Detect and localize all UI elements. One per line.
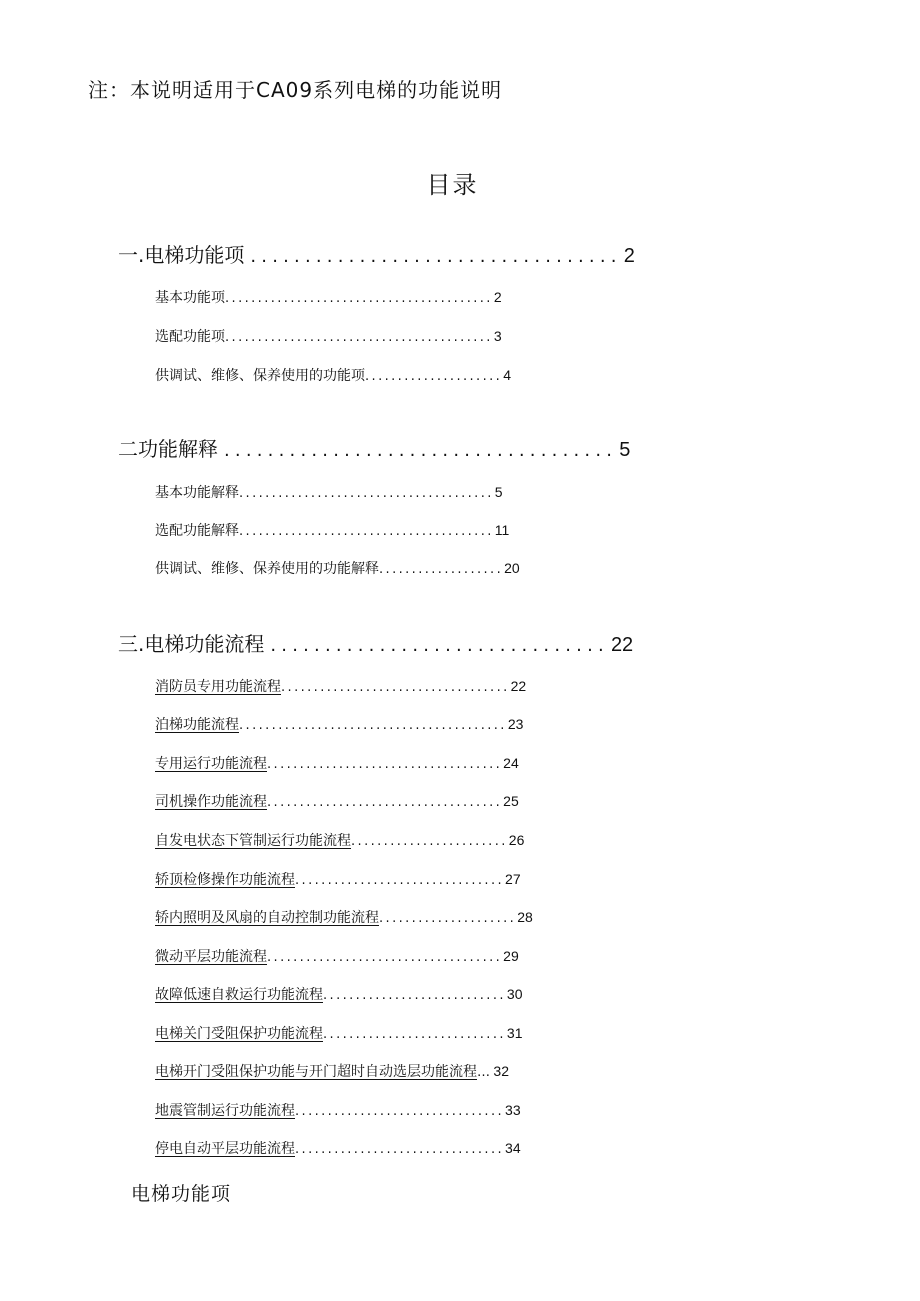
toc-entry-text: 微动平层功能流程 xyxy=(155,949,267,965)
toc-entry-link[interactable] xyxy=(155,1061,509,1081)
section-heading: 电梯功能项 xyxy=(131,1183,232,1205)
toc-leader-dots: ................... xyxy=(379,562,504,577)
toc-page-number: 2 xyxy=(493,289,502,305)
toc-entry-text: 选配功能解释 xyxy=(155,523,239,539)
toc-entry-link[interactable] xyxy=(155,753,519,773)
toc-leader-dots: .................................... xyxy=(267,757,503,772)
toc-entry-link[interactable] xyxy=(155,907,533,927)
toc-leader-dots: .................................. xyxy=(250,246,622,267)
toc-leader-dots: ..................... xyxy=(379,911,517,926)
toc-entry-link[interactable] xyxy=(155,830,524,850)
toc-page-number: 4 xyxy=(503,367,511,383)
toc-entry-text: 专用运行功能流程 xyxy=(155,756,267,772)
toc-section-1[interactable] xyxy=(118,239,635,268)
toc-entry-text: 基本功能项 xyxy=(155,290,225,306)
toc-entry-text: 地震管制运行功能流程 xyxy=(155,1103,295,1119)
toc-entry-text: 消防员专用功能流程 xyxy=(155,679,281,695)
toc-title: 目录 xyxy=(426,171,479,199)
toc-section-3[interactable] xyxy=(118,628,633,657)
toc-leader-dots: .................................... xyxy=(267,795,503,810)
toc-section-title: 三.电梯功能流程 xyxy=(118,632,265,656)
toc-page-number: 27 xyxy=(505,871,521,887)
toc-entry-link[interactable] xyxy=(155,984,522,1004)
toc-leader-dots: ................................ xyxy=(295,1142,505,1157)
toc-page-number: 24 xyxy=(503,755,519,771)
toc-leader-dots: ............................ xyxy=(323,1027,506,1042)
toc-entry-text: 故障低速自救运行功能流程 xyxy=(155,987,323,1003)
toc-section-title: 一.电梯功能项 xyxy=(118,243,245,267)
toc-page-number: 11 xyxy=(494,522,510,538)
toc-page-number: 5 xyxy=(494,484,503,500)
toc-page-number: 3 xyxy=(493,328,502,344)
toc-page-number: 22 xyxy=(510,678,527,694)
toc-entry-text: 电梯开门受阻保护功能与开门超时自动选层功能流程 xyxy=(155,1064,477,1080)
toc-entry-text: 基本功能解释 xyxy=(155,485,239,501)
toc-entry-link[interactable] xyxy=(155,1138,521,1158)
toc-entry-text: 电梯关门受阻保护功能流程 xyxy=(155,1026,323,1042)
toc-entry-link[interactable] xyxy=(155,946,519,966)
toc-leader-dots: ......................................... xyxy=(239,718,507,733)
usage-note: 注：本说明适用于CA09系列电梯的功能说明 xyxy=(88,78,503,102)
toc-leader-dots: … xyxy=(477,1065,493,1080)
toc-page-number: 30 xyxy=(506,986,523,1002)
toc-entry-text: 选配功能项 xyxy=(155,329,225,345)
toc-page-number: 32 xyxy=(493,1063,509,1079)
toc-entry-link[interactable] xyxy=(155,676,526,696)
toc-leader-dots: ................................ xyxy=(295,873,505,888)
toc-page-number: 29 xyxy=(503,948,519,964)
toc-entry-text: 泊梯功能流程 xyxy=(155,717,239,733)
toc-leader-dots: .................................... xyxy=(224,440,618,461)
toc-entry-text: 轿内照明及风扇的自动控制功能流程 xyxy=(155,910,379,926)
toc-page-number: 31 xyxy=(506,1025,523,1041)
toc-entry[interactable] xyxy=(155,520,509,540)
toc-entry-text: 自发电状态下管制运行功能流程 xyxy=(155,833,351,849)
toc-leader-dots: ....................................... xyxy=(239,524,494,539)
toc-page-number: 23 xyxy=(507,716,524,732)
toc-entry-text: 停电自动平层功能流程 xyxy=(155,1141,295,1157)
toc-entry-link[interactable] xyxy=(155,1023,522,1043)
toc-entry-link[interactable] xyxy=(155,869,521,889)
toc-entry-text: 供调试、维修、保养使用的功能项 xyxy=(155,368,365,384)
toc-entry[interactable] xyxy=(155,365,511,385)
toc-entry-link[interactable] xyxy=(155,714,523,734)
toc-leader-dots: ..................... xyxy=(365,369,503,384)
toc-page-number: 2 xyxy=(623,245,635,267)
toc-entry[interactable] xyxy=(155,482,503,502)
toc-page-number: 26 xyxy=(508,832,525,848)
toc-page-number: 5 xyxy=(619,439,631,461)
toc-page-number: 28 xyxy=(517,909,533,925)
toc-leader-dots: ......................................... xyxy=(225,330,493,345)
toc-leader-dots: ....................................... xyxy=(239,486,494,501)
toc-page-number: 33 xyxy=(505,1102,521,1118)
toc-leader-dots: ........................ xyxy=(351,834,508,849)
toc-leader-dots: ............................ xyxy=(323,988,506,1003)
toc-leader-dots: ................................ xyxy=(295,1104,505,1119)
toc-page-number: 34 xyxy=(505,1140,521,1156)
toc-section-title: 二功能解释 xyxy=(118,437,218,461)
toc-entry[interactable] xyxy=(155,558,520,578)
toc-entry[interactable] xyxy=(155,326,502,346)
toc-section-2[interactable] xyxy=(118,433,630,462)
toc-page-number: 20 xyxy=(504,560,520,576)
toc-entry-link[interactable] xyxy=(155,1100,521,1120)
toc-entry-text: 司机操作功能流程 xyxy=(155,794,267,810)
toc-entry-link[interactable] xyxy=(155,791,519,811)
toc-page-number: 22 xyxy=(610,634,634,656)
toc-page-number: 25 xyxy=(503,793,519,809)
toc-leader-dots: ............................... xyxy=(270,635,609,656)
toc-leader-dots: ......................................... xyxy=(225,291,493,306)
toc-entry-text: 供调试、维修、保养使用的功能解释 xyxy=(155,561,379,577)
toc-entry-text: 轿顶检修操作功能流程 xyxy=(155,872,295,888)
toc-leader-dots: ................................... xyxy=(281,680,510,695)
toc-entry[interactable] xyxy=(155,287,502,307)
toc-leader-dots: .................................... xyxy=(267,950,503,965)
